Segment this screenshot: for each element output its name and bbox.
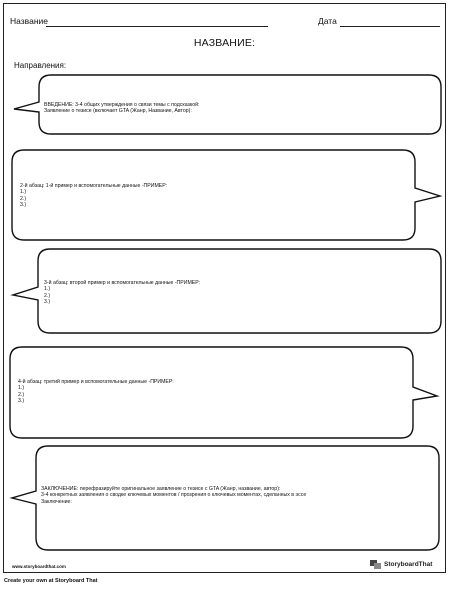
bubble-paragraph-4-text: 4-й абзац: третий пример и вспомогательные данные -ПРИМЕР: 1.) 2.) 3.): [18, 379, 174, 404]
create-your-own-link[interactable]: Create your own at Storyboard That: [4, 578, 98, 584]
brand-name: StoryboardThat: [384, 561, 433, 568]
bubble-paragraph-2-text: 2-й абзац: 1-й пример и вспомогательные данные -ПРИМЕР: 1.) 2.) 3.): [20, 183, 168, 208]
worksheet: [3, 3, 446, 573]
storyboard-icon: [370, 560, 381, 569]
bubble-intro-text: ВВЕДЕНИЕ: 3-4 общих утверждения о связи темы с подсказкой: Заявление о тезисе (включает GTA (Жанр, Название, Автор):: [44, 102, 200, 115]
page-title: НАЗВАНИЕ:: [193, 37, 256, 49]
bubble-paragraph-3-text: 3-й абзац: второй пример и вспомогательные данные -ПРИМЕР: 1.) 2.) 3.): [44, 280, 201, 305]
storyboardthat-logo: [370, 560, 432, 569]
name-label: Название: [10, 16, 48, 26]
date-label: Дата: [318, 16, 337, 26]
footer-url: www.storyboardthat.com: [12, 564, 66, 569]
bubble-conclusion-text: ЗАКЛЮЧЕНИЕ: перефразируйте оригинальное заявление о тезисе с GTA (Жанр, название, автор): 3-4 конкретных заявления о сводке ключевых моментов / прозрения о ключевых моментах, сделанных в эссе Заключение:: [41, 486, 307, 505]
directions-label: Направления:: [14, 61, 67, 70]
